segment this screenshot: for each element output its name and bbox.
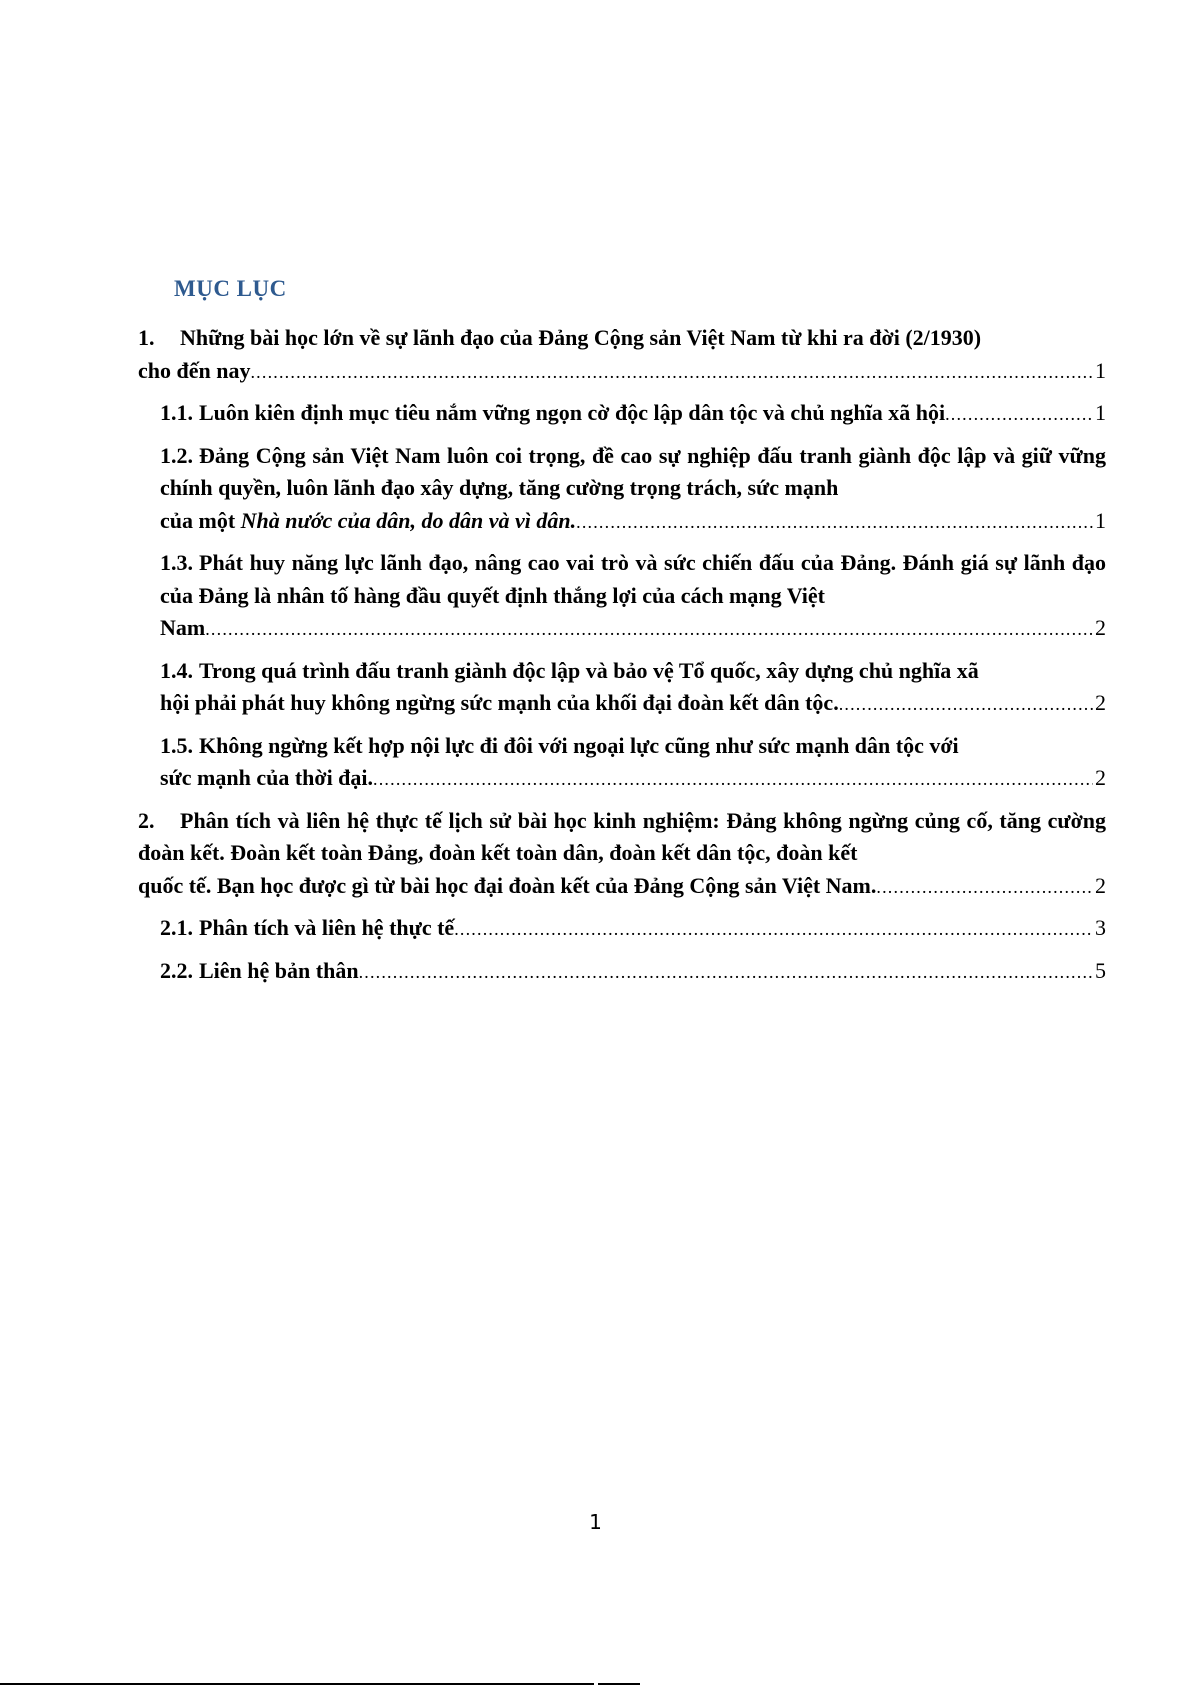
dot-leader xyxy=(250,356,1093,389)
dot-leader xyxy=(373,763,1093,796)
table-of-contents xyxy=(138,322,1106,997)
dot-leader xyxy=(876,871,1093,904)
dot-leader xyxy=(576,506,1093,539)
toc-heading: MỤC LỤC xyxy=(174,276,287,301)
toc-entry-text: Đảng Cộng sản Việt Nam luôn coi trọng, đề cao sự nghiệp đấu tranh giành độc lập và giữ vững chính quyền, luôn lãnh đạo xây dựng, tăng cường trọng trách, sức mạnh xyxy=(160,442,1106,500)
toc-entry-1-3[interactable] xyxy=(160,547,1106,646)
dot-leader xyxy=(205,613,1093,646)
toc-entry-2-1[interactable] xyxy=(160,912,1106,946)
dot-leader xyxy=(945,398,1093,431)
toc-entry-number: 1.4. xyxy=(160,657,193,683)
toc-entry-text-end: của một xyxy=(160,507,241,533)
page-number: 1 xyxy=(589,1510,602,1534)
toc-entry-text-end: quốc tế. Bạn học được gì từ bài học đại đoàn kết của Đảng Cộng sản Việt Nam. xyxy=(138,872,877,898)
toc-entry-text: Phân tích và liên hệ thực tế lịch sử bài học kinh nghiệm: Đảng không ngừng củng cố, tăng cường đoàn kết. Đoàn kết toàn Đảng, đoàn kết toàn dân, đoàn kết dân tộc, đoàn kết xyxy=(138,807,1106,865)
toc-entry-2-2[interactable] xyxy=(160,955,1106,989)
toc-entry-italic-text: Nhà nước của dân, do dân và vì dân. xyxy=(240,507,577,533)
dot-leader xyxy=(839,688,1093,721)
toc-entry-text: Những bài học lớn về sự lãnh đạo của Đảng Cộng sản Việt Nam từ khi ra đời (2/1930) xyxy=(180,325,982,350)
toc-entry-1-2[interactable] xyxy=(160,440,1106,539)
toc-entry-text-end: cho đến nay xyxy=(138,357,251,383)
toc-entry-text: Luôn kiên định mục tiêu nắm vững ngọn cờ độc lập dân tộc và chủ nghĩa xã hội xyxy=(199,400,946,425)
toc-entry-number: 2.2. xyxy=(160,957,193,983)
toc-entry-number: 2. xyxy=(138,807,155,833)
toc-entry-text-end: Nam xyxy=(160,615,206,640)
toc-entry-number: 1. xyxy=(138,325,155,350)
toc-entry-text: Không ngừng kết hợp nội lực đi đôi với ngoại lực cũng như sức mạnh dân tộc với xyxy=(199,732,959,758)
toc-page-number: 2 xyxy=(1095,615,1106,640)
toc-entry-text-end: sức mạnh của thời đại. xyxy=(160,765,374,790)
toc-page-number: 2 xyxy=(1095,872,1106,898)
toc-entry-text: Trong quá trình đấu tranh giành độc lập và bảo vệ Tổ quốc, xây dựng chủ nghĩa xã xyxy=(199,657,979,683)
toc-entry-1-5[interactable] xyxy=(160,730,1106,796)
toc-entry-2[interactable] xyxy=(138,805,1106,904)
toc-entry-number: 1.2. xyxy=(160,442,193,468)
toc-entry-number: 1.1. xyxy=(160,400,193,425)
toc-entry-1-1[interactable] xyxy=(160,397,1106,431)
toc-entry-text-end: hội phải phát huy không ngừng sức mạnh của khối đại đoàn kết dân tộc. xyxy=(160,690,839,715)
toc-page-number: 1 xyxy=(1095,357,1106,383)
toc-entry-text: Phân tích và liên hệ thực tế xyxy=(199,915,455,940)
toc-page-number: 2 xyxy=(1095,765,1106,790)
toc-entry-number: 1.3. xyxy=(160,550,193,575)
toc-page-number: 1 xyxy=(1095,507,1106,533)
dot-leader xyxy=(359,956,1093,989)
toc-page-number: 1 xyxy=(1095,400,1106,425)
toc-page-number: 2 xyxy=(1095,690,1106,715)
toc-entry-number: 2.1. xyxy=(160,915,193,940)
toc-entry-1-4[interactable] xyxy=(160,655,1106,721)
toc-entry-number: 1.5. xyxy=(160,732,193,758)
toc-entry-1[interactable] xyxy=(138,322,1106,388)
dot-leader xyxy=(454,913,1093,946)
toc-page-number: 5 xyxy=(1095,957,1106,983)
toc-page-number: 3 xyxy=(1095,915,1106,940)
toc-entry-text: Phát huy năng lực lãnh đạo, nâng cao vai trò và sức chiến đấu của Đảng. Đánh giá sự lãnh đạo của Đảng là nhân tố hàng đầu quyết định thắng lợi của cách mạng Việt xyxy=(160,550,1106,608)
toc-entry-text: Liên hệ bản thân xyxy=(199,957,359,983)
